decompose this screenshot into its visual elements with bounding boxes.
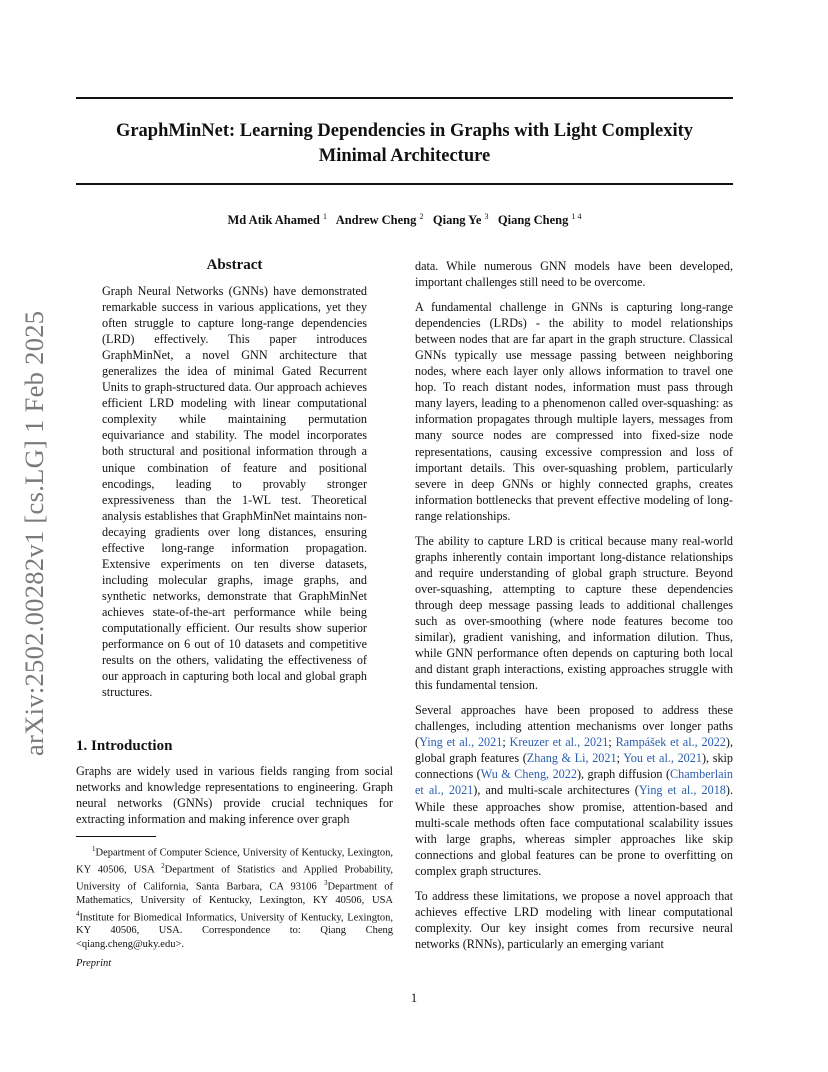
body-paragraph: data. While numerous GNN models have been developed, important challenges still need to be overcome. [415, 259, 733, 290]
author-affiliation: 2 [419, 212, 424, 221]
footnote-text: Department of Statistics and Applied Probability, University of California, Santa Barbara, CA 93106 [76, 864, 394, 893]
author-affiliation: 1 [323, 212, 327, 221]
text-run: ), and multi-scale architectures ( [473, 783, 639, 798]
author-affiliation: 1 4 [571, 212, 582, 221]
text-run: ; [608, 735, 616, 750]
footnote-rule [76, 836, 156, 837]
right-column [415, 258, 733, 961]
footnote-text: Department of Computer Science, University of Kentucky, Lexington, KY 40506, USA [76, 847, 393, 876]
author-list [76, 212, 733, 228]
left-column [76, 257, 393, 951]
body-paragraph: The ability to capture LRD is critical because many real-world graphs inherently contain important long-distance relationships and require understanding of global graph structure. Beyond over-squashing, attempting to capture these dependencies through deep message passing leads to additional challenges such as over-smoothing (where node features become too similar), gradient vanishing, and information dilution. Thus, while GNN performance often depends on capturing both local and distant graph interactions, existing approaches struggle with this fundamental tension. [415, 533, 733, 693]
page-number: 1 [410, 991, 418, 1005]
arxiv-stamp: arXiv:2502.00282v1 [cs.LG] 1 Feb 2025 [19, 310, 49, 756]
text-run: ), graph diffusion ( [576, 767, 671, 782]
author-name: Md Atik Ahamed [227, 213, 320, 228]
citation-link[interactable]: Kreuzer et al., 2021 [509, 735, 609, 750]
author-name: Qiang Cheng [497, 213, 569, 228]
title-line-2: Minimal Architecture [318, 146, 491, 166]
abstract-text: Graph Neural Networks (GNNs) have demonstrated remarkable success in various applications, yet they often struggle to capture long-range dependencies (LRD) effectively. This paper introduces GraphMinNet, a novel GNN architecture that generalizes the idea of minimal Gated Recurrent Units to graph-structured data. Our approach achieves efficient LRD modeling with linear computational complexity while maintaining permutation equivariance and stability. The model incorporates both structural and positional information through a unique combination of feature and positional encodings, leading to provably stronger expressiveness than the 1-WL test. Theoretical analysis establishes that GraphMinNet maintains non-decaying gradients over long distances, ensuring effective long-range information propagation. Extensive experiments on ten diverse datasets, including molecular graphs, image graphs, and synthetic networks, demonstrate that GraphMinNet achieves state-of-the-art performance while being computationally efficient. Our results show superior performance on 6 out of 10 datasets and competitive results on the others, validating the effectiveness of our approach in capturing both local and global graph structures. [102, 284, 367, 700]
title-rule-bottom [76, 183, 733, 185]
citation-link[interactable]: Wu & Cheng, 2022 [480, 767, 577, 782]
author-name: Qiang Ye [432, 213, 482, 228]
abstract-heading: Abstract [206, 257, 263, 273]
section-heading-introduction: 1. Introduction [76, 738, 173, 755]
body-paragraph: To address these limitations, we propose a novel approach that achieves effective LRD modeling with linear computational complexity. Our key insight comes from recursive neural networks (RNNs), particularly an emerging variant [415, 888, 733, 951]
citation-link[interactable]: Zhang & Li, 2021 [526, 751, 617, 766]
footnote-marker: 3 [324, 879, 328, 888]
footnote-marker: 2 [161, 862, 165, 871]
affiliation-footnote [76, 843, 393, 951]
footnote-marker: 1 [92, 845, 96, 854]
text-run: Several approaches have been proposed to address these challenges, including attention mechanisms over longer paths ( [415, 703, 733, 750]
body-paragraph: A fundamental challenge in GNNs is capturing long-range dependencies (LRDs) - the ability to model relationships between nodes that are far apart in the graph structure. Classical GNNs typically use message passing between neighboring nodes, where each layer only allows information to travel one hop. To reach distant nodes, information must pass through many layers, leading to a phenomenon called over-squashing: as information propagates through multiple layers, messages from many source nodes are compressed into fixed-size node representations, causing excessive compression and loss of important details. This over-squashing problem, particularly severe in deep GNNs or highly connected graphs, creates information bottlenecks that prevent effective modeling of long-range relationships. [415, 300, 733, 523]
text-run: ; [616, 751, 624, 766]
author-name: Andrew Cheng [335, 213, 417, 228]
footnote-text: Institute for Biomedical Informatics, University of Kentucky, Lexington, KY 40506, USA. Correspondence to: Qiang Cheng <qiang.cheng@uky.edu>. [76, 912, 393, 950]
text-run: ), skip connections ( [415, 751, 734, 782]
text-run: ), global graph features ( [415, 735, 733, 766]
preprint-label: Preprint [76, 958, 112, 969]
author-affiliation: 3 [484, 212, 489, 221]
citation-link[interactable]: Chamberlain et al., 2021 [415, 767, 733, 798]
footnote-text: Department of Mathematics, University of Kentucky, Lexington, KY 40506, USA [76, 881, 393, 907]
text-run: ). While these approaches show promise, attention-based and multi-scale methods often face computational scalability issues with large graphs, whereas simpler approaches like skip connections and global features can be prone to overfitting on complex graph structures. [415, 783, 733, 878]
text-run: ; [502, 735, 510, 750]
paper-title [76, 119, 733, 169]
citation-link[interactable]: Ying et al., 2018 [638, 783, 726, 798]
footnote-marker: 4 [76, 909, 80, 918]
body-paragraph-related-work [415, 702, 733, 879]
citation-link[interactable]: Rampášek et al., 2022 [615, 735, 726, 750]
title-rule-top [76, 97, 733, 99]
citation-link[interactable]: Ying et al., 2021 [419, 735, 503, 750]
citation-link[interactable]: You et al., 2021 [623, 751, 702, 766]
intro-paragraph: Graphs are widely used in various fields ranging from social networks and knowledge representations to engineering. Graph neural networks (GNNs) provide crucial techniques for extracting information and making inference over graph [76, 764, 393, 827]
title-line-1: GraphMinNet: Learning Dependencies in Graphs with Light Complexity [115, 121, 694, 141]
